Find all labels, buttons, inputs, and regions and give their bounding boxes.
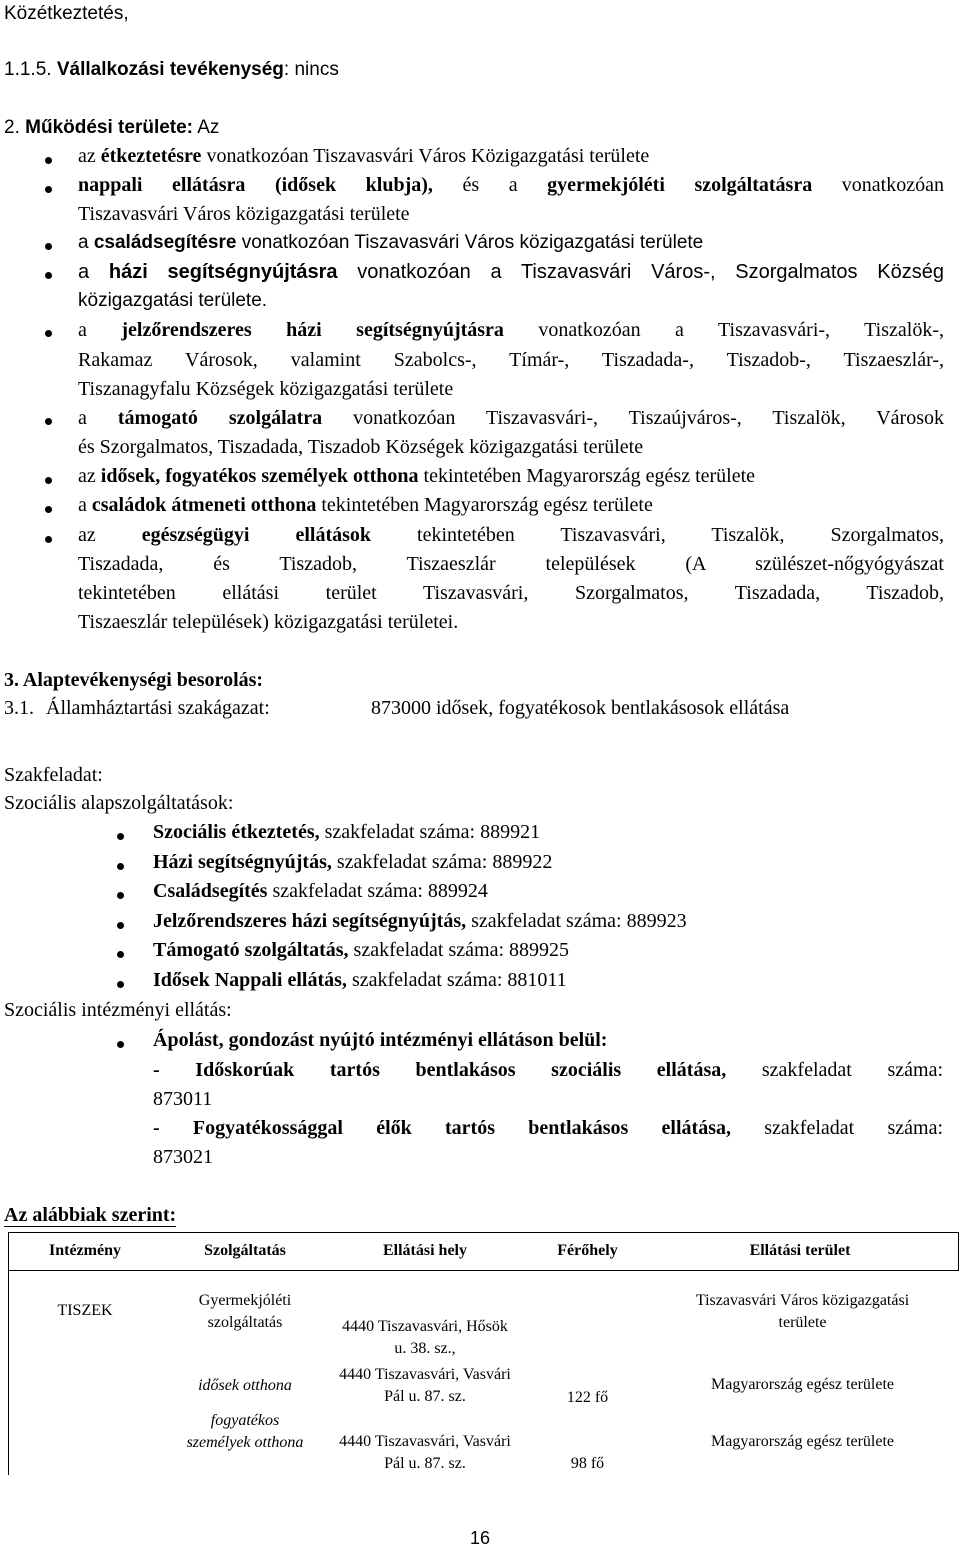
section-1-1-5: 1.1.5. Vállalkozási tevékenység: nincs <box>4 59 339 80</box>
bullet-icon <box>117 1041 124 1048</box>
bullet-icon <box>45 157 52 164</box>
intez-label: Szociális intézményi ellátás: <box>4 999 232 1021</box>
header-intezmeny: Intézmény <box>49 1242 121 1259</box>
intez-item: Ápolást, gondozást nyújtó intézményi ellátáson belül: <box>153 1029 608 1051</box>
bullet-icon <box>45 330 52 337</box>
area-item-idosek: az idősek, fogyatékos személyek otthona tekintetében Magyarország egész területe <box>78 465 756 487</box>
intez-sub-fogyatekos-code: 873021 <box>153 1146 213 1168</box>
bullet-icon <box>117 892 124 899</box>
table-title: Az alábbiak szerint: <box>4 1204 177 1226</box>
section-3-1-value: 873000 idősek, fogyatékosok bentlakásosok ellátása <box>371 697 790 719</box>
cell-area: Magyarország egész területe <box>710 1376 894 1393</box>
bullet-icon <box>45 506 52 513</box>
cell-place: 4440 Tiszavasvári, Hősök u. 38. sz., <box>342 1318 508 1357</box>
bullet-icon <box>117 863 124 870</box>
alap-item-jelzo: Jelzőrendszeres házi segítségnyújtás, szakfeladat száma: 889923 <box>153 910 687 932</box>
area-item-tamogato: a támogató szolgálatra vonatkozóan Tiszavasvári-, Tiszaújváros-, Tiszalök, Városok <box>78 407 944 429</box>
szakfeladat-label: Szakfeladat: <box>4 764 103 786</box>
cell-capacity: 122 fő <box>566 1389 609 1406</box>
intez-sub-idoskoruak-code: 873011 <box>153 1088 213 1110</box>
cell-area: Magyarország egész területe <box>710 1433 894 1450</box>
page-number: 16 <box>469 1528 491 1548</box>
bullet-icon <box>45 536 52 543</box>
section-3-1-num: 3.1. <box>4 697 34 719</box>
area-item-egeszseg: az egészségügyi ellátások tekintetében Tiszavasvári, Tiszalök, Szorgalmatos, <box>78 524 944 546</box>
area-item-jelzo-line2: Rakamaz Városok, valamint Szabolcs-, Tímár-, Tiszadada-, Tiszadob-, Tiszaeszlár-, <box>78 349 944 371</box>
area-item-csaladsegites: a családsegítésre vonatkozóan Tiszavasvári Város közigazgatási területe <box>78 232 704 253</box>
area-item-etkeztetes: az étkeztetésre vonatkozóan Tiszavasvári Város Közigazgatási területe <box>78 145 650 167</box>
header-ellatasi-hely: Ellátási hely <box>382 1242 467 1259</box>
area-item-nappali: nappali ellátásra (idősek klubja), és a gyermekjóléti szolgáltatásra vonatkozóan <box>78 174 944 196</box>
bullet-icon <box>45 272 52 279</box>
cell-service: fogyatékos személyek otthona <box>186 1412 304 1451</box>
section-3-title: 3. Alaptevékenységi besorolás: <box>4 669 264 691</box>
area-item-egeszseg-line4: Tiszaeszlár települések) közigazgatási területei. <box>78 611 459 633</box>
cell-service: idősek otthona <box>198 1377 292 1394</box>
area-item-tamogato-line2: és Szorgalmatos, Tiszadada, Tiszadob Községek közigazgatási területe <box>78 436 644 458</box>
bullet-icon <box>117 922 124 929</box>
cell-place: 4440 Tiszavasvári, Vasvári Pál u. 87. sz. <box>339 1366 511 1405</box>
area-item-hazi: a házi segítségnyújtásra vonatkozóan a Tiszavasvári Város-, Szorgalmatos Község <box>78 261 944 283</box>
intez-sub-idoskoruak: - Időskorúak tartós bentlakásos szociális ellátása, szakfeladat száma: <box>153 1059 944 1081</box>
alap-item-tamogato: Támogató szolgáltatás, szakfeladat száma: 889925 <box>153 939 570 961</box>
alap-item-nappali: Idősek Nappali ellátás, szakfeladat száma: 881011 <box>153 969 567 991</box>
header-ferohely: Férőhely <box>557 1242 618 1259</box>
area-item-egeszseg-line2: Tiszadada, és Tiszadob, Tiszaeszlár települések (A szülészet-nőgyógyászat <box>78 553 944 575</box>
bullet-icon <box>117 951 124 958</box>
bullet-icon <box>45 477 52 484</box>
header-szolgaltatas: Szolgáltatás <box>204 1242 286 1259</box>
area-item-hazi-line2: közigazgatási területe. <box>78 290 268 311</box>
area-item-nappali-line2: Tiszavasvári Város közigazgatási területe <box>78 203 410 225</box>
bullet-icon <box>45 418 52 425</box>
section-3-1-label: Államháztartási szakágazat: <box>46 697 270 719</box>
alap-item-csaladsegites: Családsegítés szakfeladat száma: 889924 <box>153 880 488 902</box>
cell-institution: TISZEK <box>57 1302 113 1319</box>
cell-capacity: 98 fő <box>570 1455 605 1472</box>
alap-label: Szociális alapszolgáltatások: <box>4 792 234 814</box>
area-item-jelzo: a jelzőrendszeres házi segítségnyújtásra vonatkozóan a Tiszavasvári-, Tiszalök-, <box>78 319 944 341</box>
bullet-icon <box>45 186 52 193</box>
section-2: 2. Működési területe: Az <box>4 117 220 138</box>
intez-sub-fogyatekos: - Fogyatékossággal élők tartós bentlakásos ellátása, szakfeladat száma: <box>153 1117 943 1139</box>
area-item-egeszseg-line3: tekintetében ellátási terület Tiszavasvári, Szorgalmatos, Tiszadada, Tiszadob, <box>78 582 944 604</box>
cell-service: Gyermekjóléti szolgáltatás <box>198 1292 292 1331</box>
bullet-icon <box>117 981 124 988</box>
alap-item-hazi: Házi segítségnyújtás, szakfeladat száma: 889922 <box>153 851 553 873</box>
bullet-icon <box>45 243 52 250</box>
cell-place: 4440 Tiszavasvári, Vasvári Pál u. 87. sz. <box>339 1433 511 1472</box>
area-item-jelzo-line3: Tiszanagyfalu Községek közigazgatási területe <box>78 378 454 400</box>
alap-item-etkeztetes: Szociális étkeztetés, szakfeladat száma: 889921 <box>153 821 541 843</box>
cell-area: Tiszavasvári Város közigazgatási területe <box>695 1292 910 1331</box>
area-item-csaladok: a családok átmeneti otthona tekintetében Magyarország egész területe <box>78 494 653 516</box>
header-ellatasi-terulet: Ellátási terület <box>749 1242 851 1259</box>
top-line: Közétkeztetés, <box>4 3 129 24</box>
bullet-icon <box>117 833 124 840</box>
